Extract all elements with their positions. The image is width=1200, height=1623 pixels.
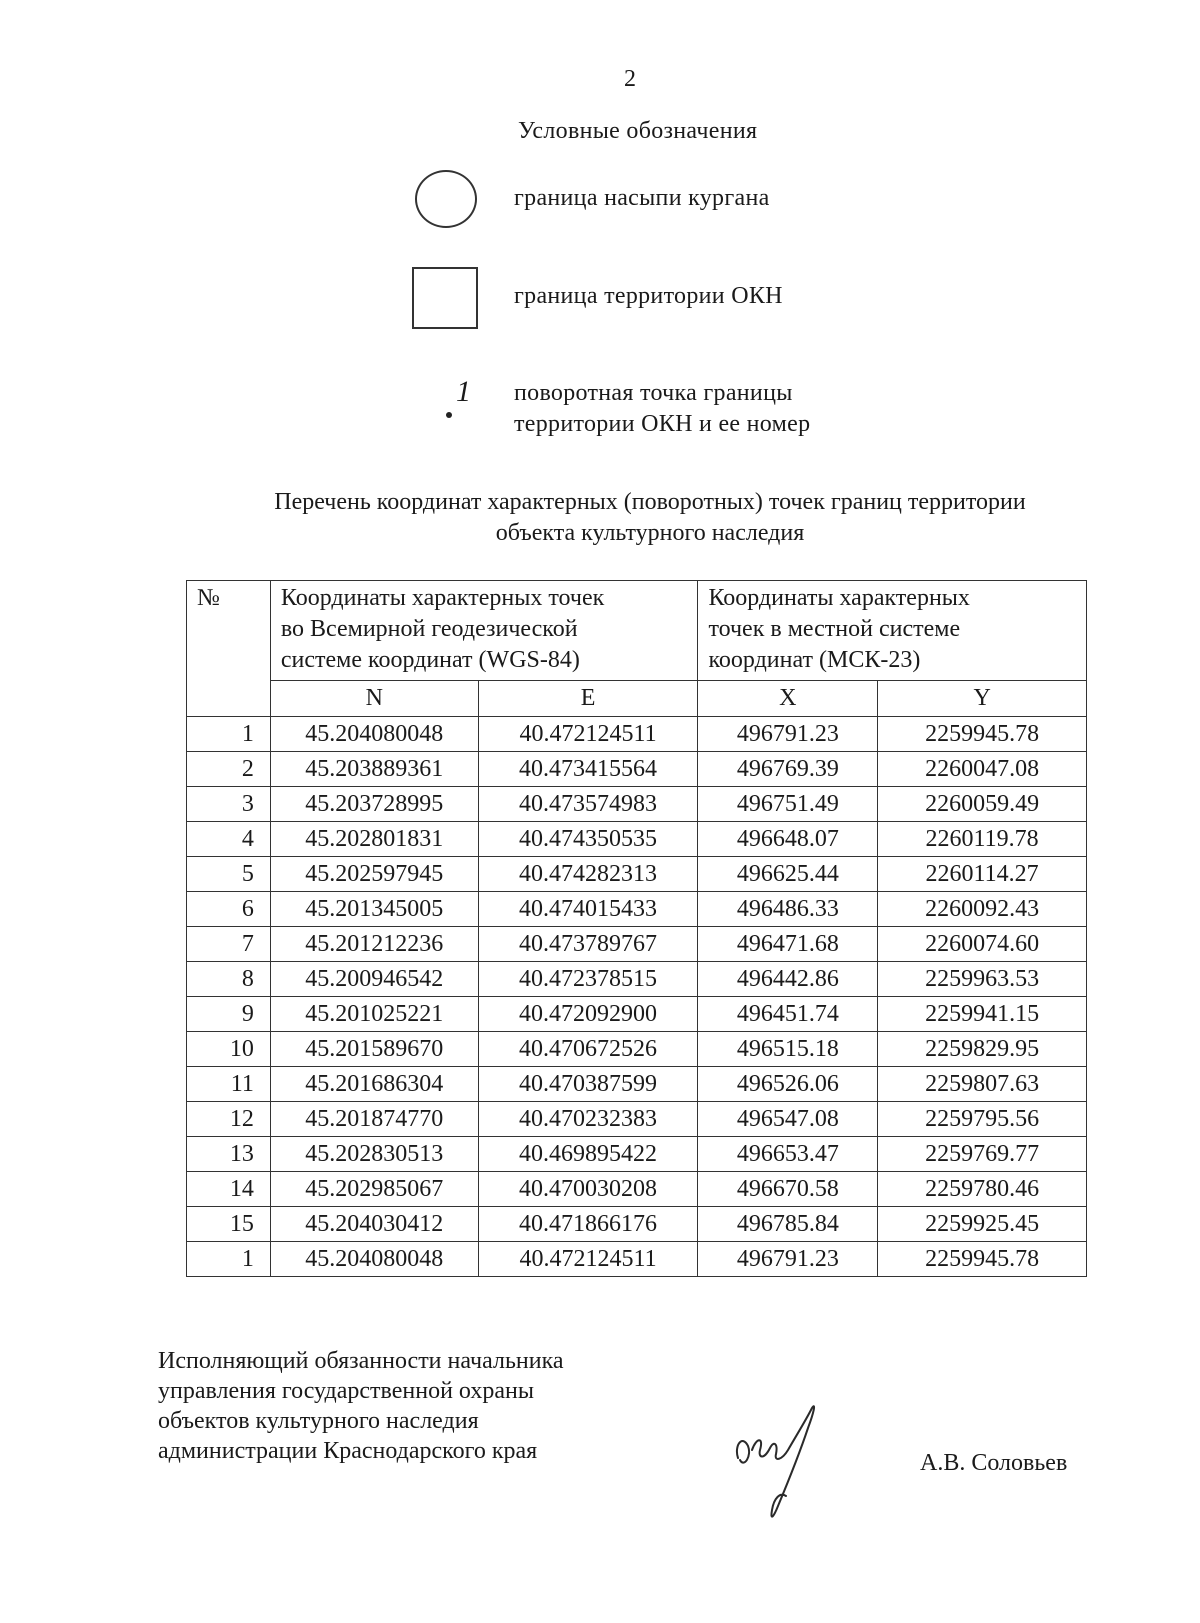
point-number-sample: 1: [456, 375, 471, 408]
cell-number: 4: [187, 822, 271, 857]
cell-e: 40.470672526: [478, 1032, 698, 1067]
cell-n: 45.204080048: [270, 717, 478, 752]
cell-n: 45.202801831: [270, 822, 478, 857]
cell-y: 2259795.56: [878, 1102, 1087, 1137]
cell-number: 2: [187, 752, 271, 787]
table-row: [187, 1102, 1087, 1137]
cell-x: 496653.47: [698, 1137, 878, 1172]
cell-number: 5: [187, 857, 271, 892]
cell-y: 2260047.08: [878, 752, 1087, 787]
list-title-line1: Перечень координат характерных (поворотных) точек границ территории: [274, 489, 1026, 515]
cell-number: 9: [187, 997, 271, 1032]
cell-y: 2260092.43: [878, 892, 1087, 927]
cell-x: 496471.68: [698, 927, 878, 962]
table-row: [187, 822, 1087, 857]
table-row: [187, 752, 1087, 787]
header-wgs-line2: во Всемирной геодезической: [280, 616, 578, 642]
cell-number: 3: [187, 787, 271, 822]
cell-y: 2259769.77: [878, 1137, 1087, 1172]
table-row: [187, 892, 1087, 927]
cell-x: 496791.23: [698, 717, 878, 752]
header-msk-line3: координат (МСК-23): [708, 647, 921, 673]
cell-n: 45.202985067: [270, 1172, 478, 1207]
header-y: Y: [878, 681, 1087, 717]
cell-number: 6: [187, 892, 271, 927]
cell-x: 496451.74: [698, 997, 878, 1032]
cell-e: 40.470030208: [478, 1172, 698, 1207]
cell-n: 45.204030412: [270, 1207, 478, 1242]
cell-e: 40.470387599: [478, 1067, 698, 1102]
point-dot-icon: [446, 412, 452, 418]
cell-x: 496486.33: [698, 892, 878, 927]
table-row: [187, 1032, 1087, 1067]
cell-y: 2259945.78: [878, 717, 1087, 752]
cell-e: 40.474282313: [478, 857, 698, 892]
cell-e: 40.473574983: [478, 787, 698, 822]
cell-x: 496751.49: [698, 787, 878, 822]
table-row: [187, 1207, 1087, 1242]
table-row: [187, 1067, 1087, 1102]
legend-turning-point-line2: территории ОКН и ее номер: [514, 411, 811, 437]
cell-e: 40.472124511: [478, 1242, 698, 1277]
cell-n: 45.201025221: [270, 997, 478, 1032]
table-row: [187, 717, 1087, 752]
cell-n: 45.201212236: [270, 927, 478, 962]
cell-n: 45.202830513: [270, 1137, 478, 1172]
cell-number: 13: [187, 1137, 271, 1172]
cell-x: 496625.44: [698, 857, 878, 892]
cell-e: 40.474350535: [478, 822, 698, 857]
coordinates-table: [186, 580, 1087, 1277]
cell-n: 45.204080048: [270, 1242, 478, 1277]
table-row: [187, 857, 1087, 892]
cell-n: 45.203889361: [270, 752, 478, 787]
cell-number: 14: [187, 1172, 271, 1207]
header-msk-line2: точек в местной системе: [708, 616, 961, 642]
cell-e: 40.472124511: [478, 717, 698, 752]
cell-n: 45.202597945: [270, 857, 478, 892]
cell-y: 2260119.78: [878, 822, 1087, 857]
cell-n: 45.201589670: [270, 1032, 478, 1067]
circle-icon: [415, 170, 477, 228]
header-wgs-group: [270, 581, 698, 681]
table-row: [187, 962, 1087, 997]
table-row: [187, 997, 1087, 1032]
header-msk-line1: Координаты характерных: [708, 585, 970, 611]
cell-number: 15: [187, 1207, 271, 1242]
list-title-line2: объекта культурного наследия: [495, 520, 805, 546]
header-n: N: [270, 681, 478, 717]
cell-y: 2259807.63: [878, 1067, 1087, 1102]
cell-n: 45.203728995: [270, 787, 478, 822]
cell-y: 2259829.95: [878, 1032, 1087, 1067]
cell-x: 496791.23: [698, 1242, 878, 1277]
cell-e: 40.469895422: [478, 1137, 698, 1172]
table-row: [187, 1137, 1087, 1172]
header-wgs-line1: Координаты характерных точек: [280, 585, 605, 611]
table-row: [187, 1242, 1087, 1277]
header-x: X: [698, 681, 878, 717]
cell-y: 2259945.78: [878, 1242, 1087, 1277]
turning-point-icon: [442, 375, 482, 425]
cell-n: 45.201345005: [270, 892, 478, 927]
cell-n: 45.200946542: [270, 962, 478, 997]
cell-e: 40.472378515: [478, 962, 698, 997]
cell-y: 2260114.27: [878, 857, 1087, 892]
cell-number: 10: [187, 1032, 271, 1067]
cell-y: 2260059.49: [878, 787, 1087, 822]
cell-e: 40.470232383: [478, 1102, 698, 1137]
cell-x: 496547.08: [698, 1102, 878, 1137]
cell-x: 496670.58: [698, 1172, 878, 1207]
legend-mound-label: граница насыпи кургана: [514, 185, 770, 211]
cell-x: 496442.86: [698, 962, 878, 997]
header-msk-group: [698, 581, 1087, 681]
cell-x: 496785.84: [698, 1207, 878, 1242]
legend-turning-point-label: [514, 378, 810, 440]
cell-e: 40.472092900: [478, 997, 698, 1032]
cell-e: 40.474015433: [478, 892, 698, 927]
cell-x: 496526.06: [698, 1067, 878, 1102]
signatory-position: [158, 1346, 564, 1466]
cell-e: 40.471866176: [478, 1207, 698, 1242]
header-wgs-line3: системе координат (WGS-84): [280, 647, 580, 673]
cell-y: 2260074.60: [878, 927, 1087, 962]
cell-n: 45.201686304: [270, 1067, 478, 1102]
cell-y: 2259963.53: [878, 962, 1087, 997]
cell-number: 8: [187, 962, 271, 997]
page-number: 2: [624, 66, 636, 92]
signatory-position-line2: управления государственной охраны: [158, 1378, 534, 1404]
table-row: [187, 787, 1087, 822]
signatory-position-line4: администрации Краснодарского края: [158, 1438, 538, 1464]
cell-number: 11: [187, 1067, 271, 1102]
cell-n: 45.201874770: [270, 1102, 478, 1137]
table-row: [187, 927, 1087, 962]
square-icon: [412, 267, 478, 329]
cell-x: 496769.39: [698, 752, 878, 787]
handwritten-signature: [730, 1398, 840, 1528]
header-e: E: [478, 681, 698, 717]
cell-number: 1: [187, 717, 271, 752]
legend-turning-point-line1: поворотная точка границы: [514, 380, 793, 406]
signatory-position-line3: объектов культурного наследия: [158, 1408, 479, 1434]
cell-y: 2259925.45: [878, 1207, 1087, 1242]
cell-x: 496515.18: [698, 1032, 878, 1067]
cell-y: 2259941.15: [878, 997, 1087, 1032]
table-row: [187, 1172, 1087, 1207]
cell-x: 496648.07: [698, 822, 878, 857]
cell-e: 40.473415564: [478, 752, 698, 787]
cell-number: 7: [187, 927, 271, 962]
coordinates-table-body: [187, 717, 1087, 1277]
legend-title: Условные обозначения: [518, 118, 758, 144]
header-number: №: [187, 581, 271, 717]
legend-territory-label: граница территории ОКН: [514, 283, 783, 309]
cell-number: 1: [187, 1242, 271, 1277]
signatory-name: А.В. Соловьев: [920, 1450, 1068, 1476]
signatory-position-line1: Исполняющий обязанности начальника: [158, 1348, 564, 1374]
cell-number: 12: [187, 1102, 271, 1137]
cell-e: 40.473789767: [478, 927, 698, 962]
coordinates-list-title: [150, 487, 1150, 549]
cell-y: 2259780.46: [878, 1172, 1087, 1207]
